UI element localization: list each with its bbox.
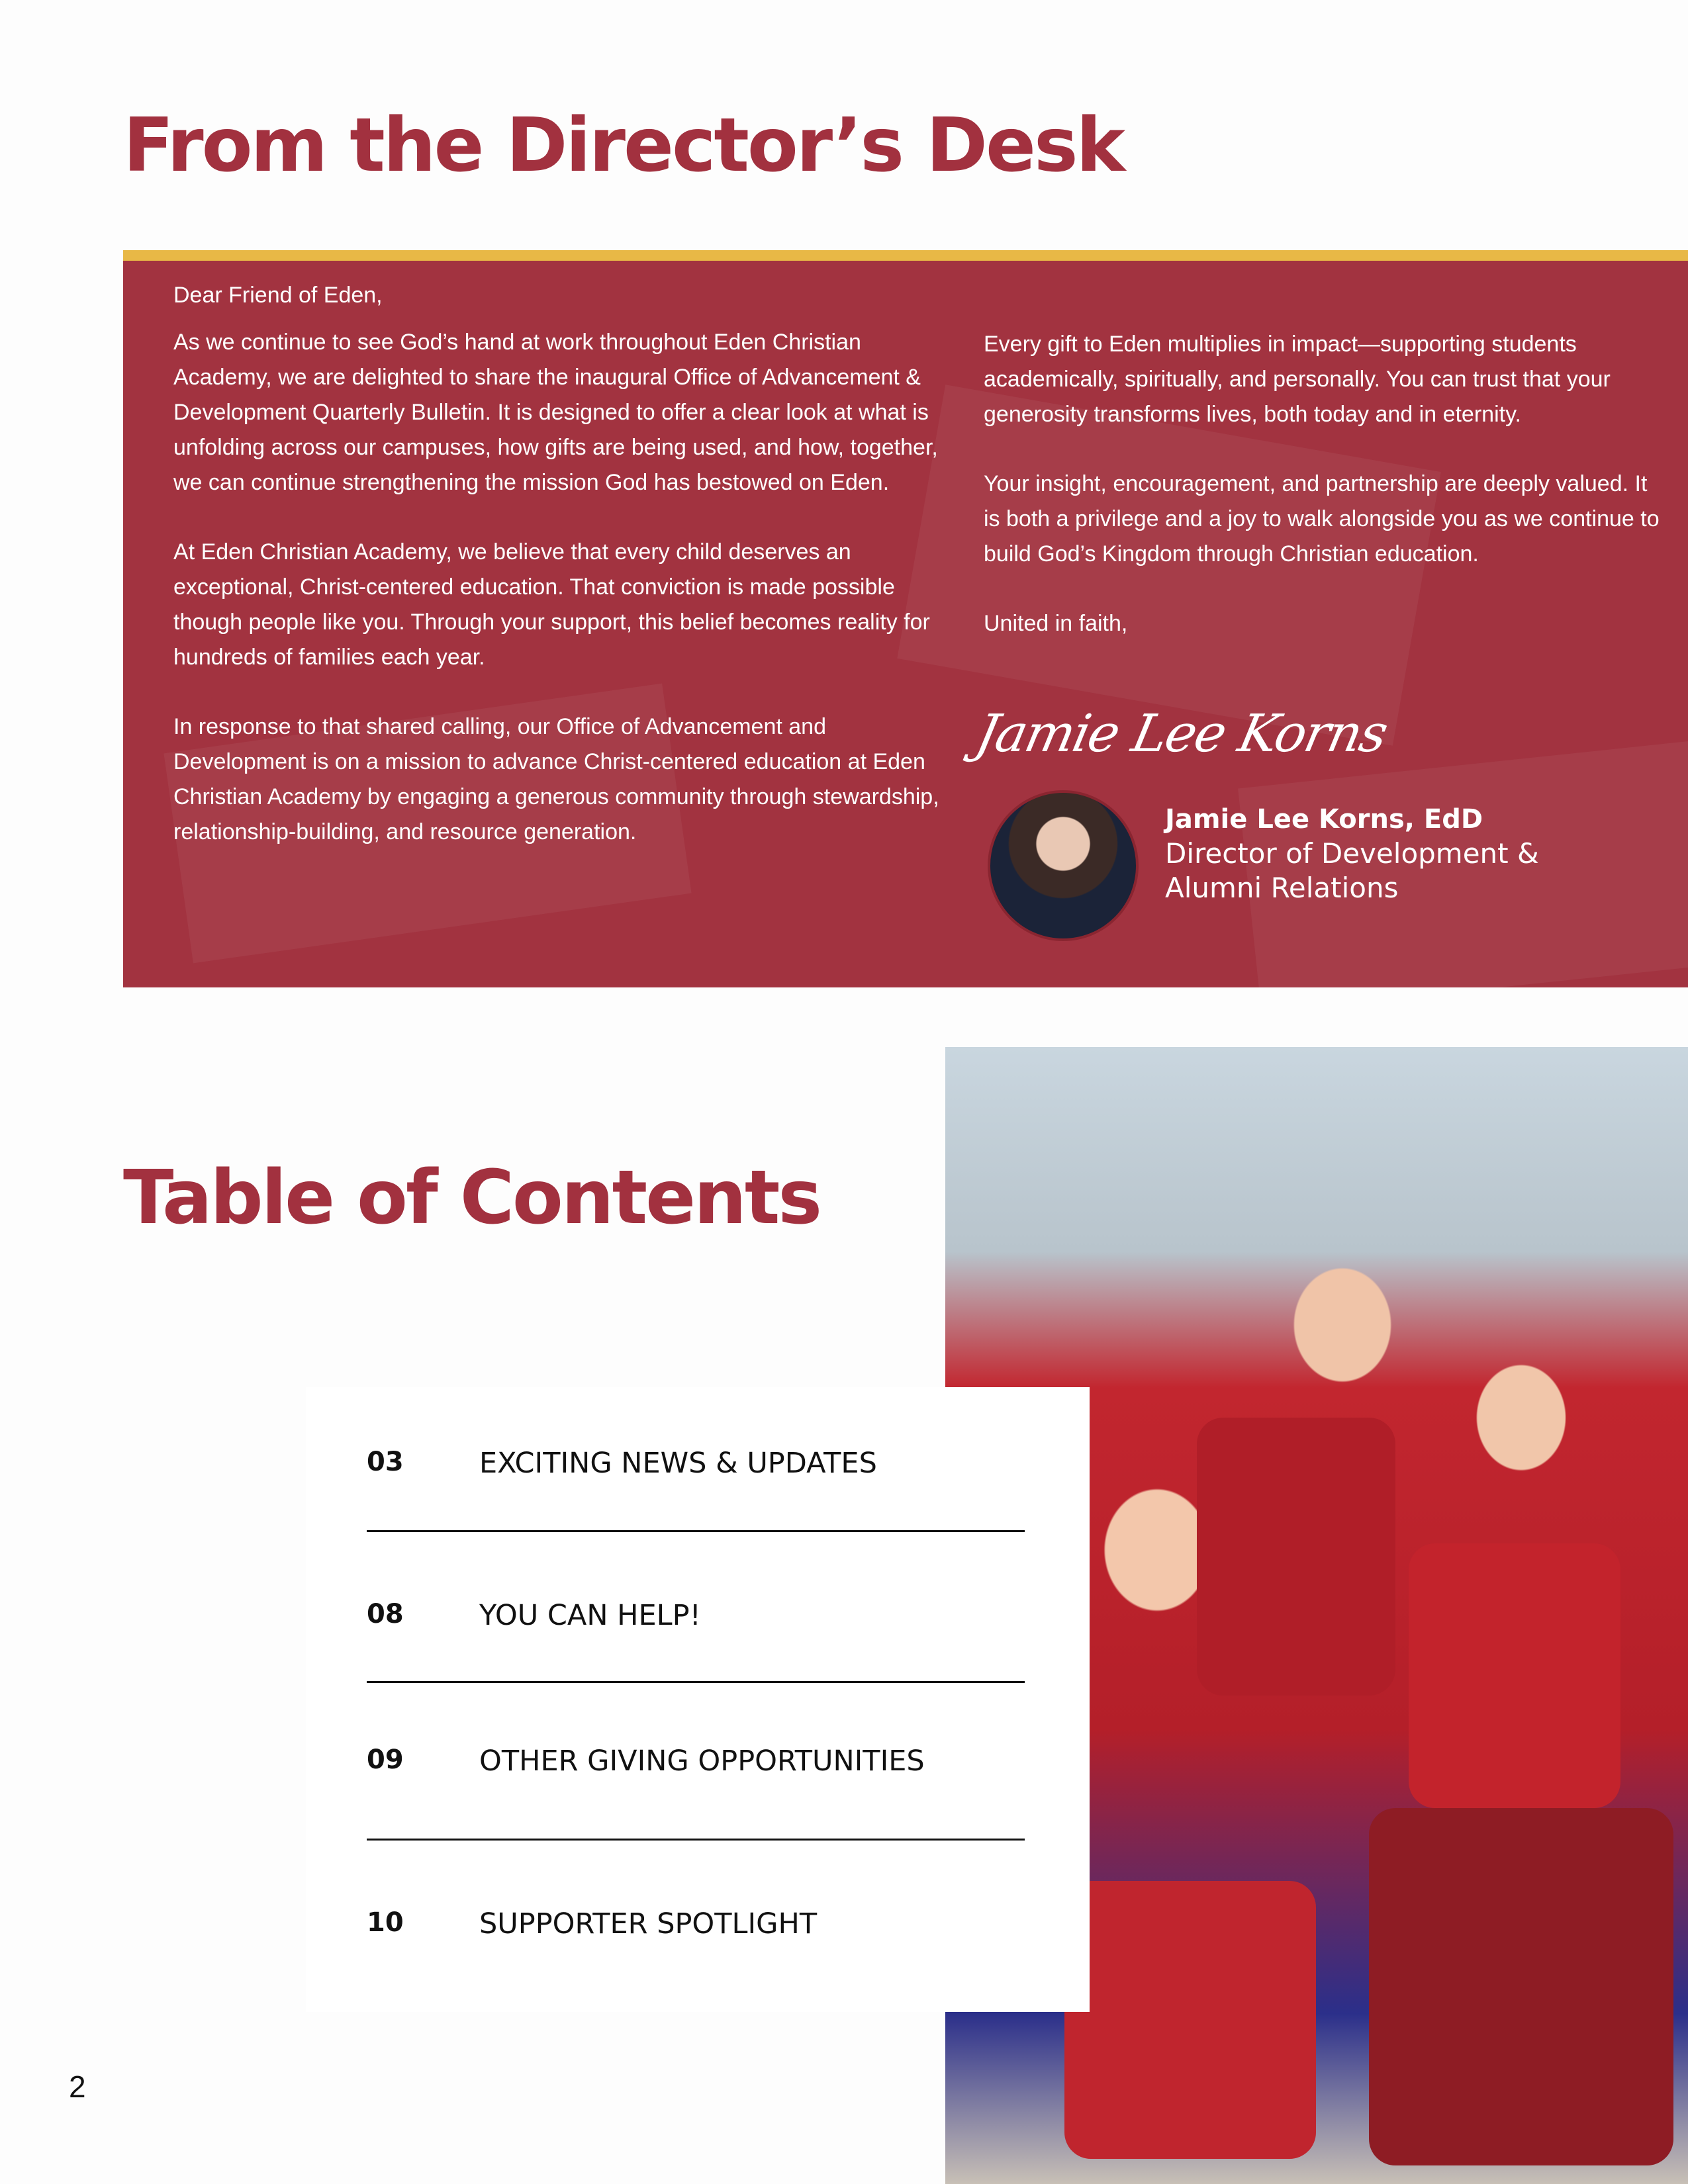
toc-page-number: 10 <box>367 1907 404 1938</box>
toc-page-number: 03 <box>367 1447 404 1477</box>
handwritten-signature: Jamie Lee Korns <box>970 704 1392 764</box>
director-letter-panel <box>123 261 1688 987</box>
photo-shirt-shape <box>1409 1543 1620 1808</box>
page-number: 2 <box>69 2070 86 2104</box>
toc-item-label: SUPPORTER SPOTLIGHT <box>479 1907 818 1940</box>
toc-page-number: 09 <box>367 1745 404 1775</box>
toc-item-label: EXCITING NEWS & UPDATES <box>479 1447 877 1480</box>
letter-paragraph: Every gift to Eden multiplies in impact—supporting students academically, spiritually, and personally. You can trust that your generosity transforms lives, both today and in eternity. <box>984 332 1611 427</box>
letter-column-right <box>984 327 1665 676</box>
letter-paragraph: In response to that shared calling, our Office of Advancement and Development is on a mission to advance Christ-centered education at Eden Christian Academy by engaging a generous community through stewardship, relationship-building, and resource generation. <box>173 714 939 844</box>
toc-item-label: YOU CAN HELP! <box>479 1599 701 1632</box>
toc-divider <box>367 1530 1025 1532</box>
letter-closing: United in faith, <box>984 611 1128 636</box>
toc-divider <box>367 1681 1025 1683</box>
letter-paragraph: As we continue to see God’s hand at work throughout Eden Christian Academy, we are delighted to share the inaugural Office of Advancement & Development Quarterly Bulletin. It is designed to offer a clear look at what is unfolding across our campuses, how gifts are being used, and how, together, we can continue strengthening the mission God has bestowed on Eden. <box>173 330 938 495</box>
signer-title: Director of Development & Alumni Relations <box>1165 837 1539 904</box>
toc-divider <box>367 1839 1025 1841</box>
photo-shirt-shape <box>1064 1881 1316 2159</box>
signer-name: Jamie Lee Korns, EdD <box>1165 804 1483 835</box>
photo-shirt-shape <box>1197 1418 1395 1696</box>
photo-shirt-shape <box>1369 1808 1673 2165</box>
section-title-table-of-contents: Table of Contents <box>123 1155 821 1241</box>
toc-page-number: 08 <box>367 1599 404 1629</box>
letter-paragraph: At Eden Christian Academy, we believe that every child deserves an exceptional, Christ-centered education. That conviction is made possible though people like you. Through your support, this belief becomes reality for hundreds of families each year. <box>173 539 930 670</box>
letter-column-left <box>173 278 955 884</box>
gold-accent-bar <box>123 250 1688 261</box>
toc-item-label: OTHER GIVING OPPORTUNITIES <box>479 1745 925 1778</box>
letter-greeting: Dear Friend of Eden, <box>173 283 383 308</box>
table-of-contents-card <box>306 1387 1090 2012</box>
section-title-directors-desk: From the Director’s Desk <box>123 103 1124 189</box>
letter-paragraph: Your insight, encouragement, and partnership are deeply valued. It is both a privilege and a joy to walk alongside you as we continue to build God’s Kingdom through Christian education. <box>984 471 1660 567</box>
director-headshot <box>988 790 1139 941</box>
